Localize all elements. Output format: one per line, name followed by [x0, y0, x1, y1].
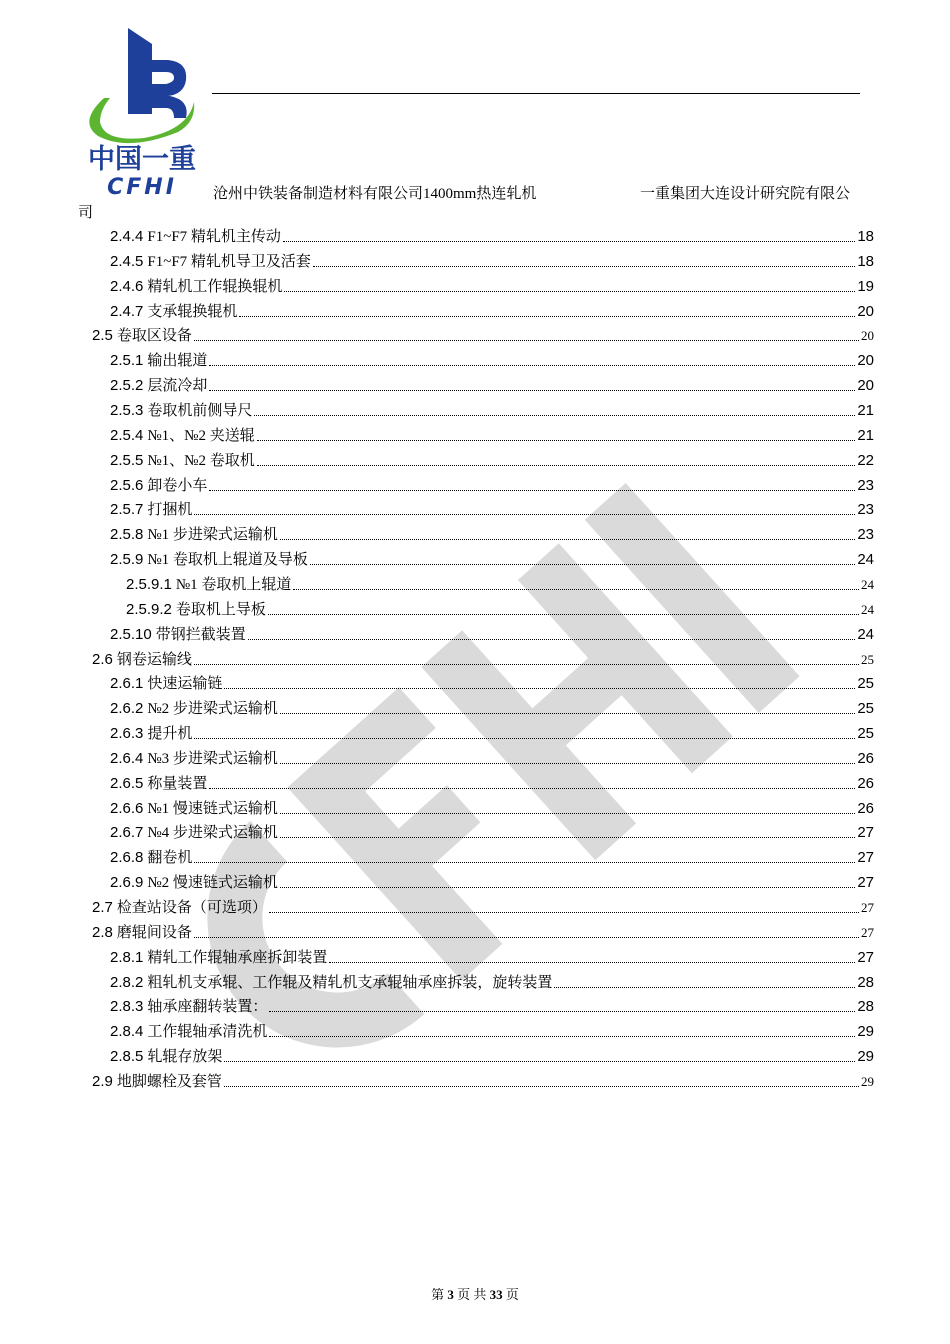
toc-entry-number: 2.8.3	[110, 998, 144, 1016]
toc-entry-page: 20	[857, 352, 874, 370]
toc-entry-title: F1~F7 精轧机导卫及活套	[147, 253, 311, 270]
toc-leader-dots	[239, 316, 855, 317]
toc-entry-page: 27	[861, 924, 874, 940]
toc-leader-dots	[280, 763, 855, 764]
toc-leader-dots	[554, 987, 855, 988]
toc-entry-title: №1 步进梁式运输机	[147, 527, 278, 544]
toc-entry-number: 2.5.3	[110, 402, 144, 419]
toc-entry-page: 28	[857, 998, 874, 1016]
toc-entry-page: 29	[857, 1023, 874, 1041]
toc-leader-dots	[248, 639, 856, 640]
toc-entry-page: 27	[857, 874, 874, 892]
toc-entry[interactable]	[92, 321, 874, 345]
toc-entry-title: F1~F7 精轧机主传动	[147, 229, 281, 245]
toc-entry-title: №2 步进梁式运输机	[147, 701, 278, 718]
toc-entry[interactable]	[110, 520, 874, 544]
toc-entry-number: 2.5.6	[110, 476, 144, 494]
toc-entry[interactable]	[110, 446, 874, 470]
toc-entry[interactable]	[110, 669, 874, 693]
toc-leader-dots	[254, 415, 855, 416]
toc-entry-number: 2.6.7	[110, 824, 144, 842]
toc-entry[interactable]	[110, 1017, 874, 1041]
toc-entry[interactable]	[110, 620, 874, 644]
toc-entry-page: 25	[857, 675, 874, 693]
toc-leader-dots	[194, 738, 855, 739]
toc-entry-page: 26	[857, 749, 874, 767]
toc-entry-page: 29	[861, 1073, 874, 1089]
toc-leader-dots	[269, 1011, 855, 1012]
toc-entry-page: 25	[861, 651, 874, 667]
toc-leader-dots	[194, 862, 855, 863]
toc-entry-title: 称量装置	[147, 775, 208, 792]
toc-entry-title: 卷取机前侧导尺	[147, 403, 253, 419]
toc-entry-page: 20	[857, 302, 874, 320]
toc-leader-dots	[310, 564, 855, 565]
toc-entry-number: 2.4.5	[110, 252, 144, 270]
toc-entry-title: 精轧工作辊轴承座拆卸装置	[147, 949, 328, 966]
toc-entry-number: 2.5.4	[110, 426, 144, 444]
toc-entry-page: 27	[857, 849, 874, 867]
toc-entry-page: 19	[857, 277, 874, 295]
toc-entry-page: 23	[857, 526, 874, 544]
toc-entry-title: 带钢拦截装置	[155, 626, 246, 643]
toc-leader-dots	[268, 614, 859, 615]
toc-entry-title: 快速运输链	[147, 676, 223, 693]
toc-entry-number: 2.8	[92, 923, 113, 941]
toc-entry-number: 2.5.1	[110, 352, 144, 370]
toc-entry-number: 2.4.6	[110, 277, 144, 295]
toc-entry-number: 2.5.9	[110, 551, 144, 568]
toc-entry-title: 轧辊存放架	[147, 1049, 223, 1066]
toc-entry-number: 2.5.9.1	[126, 575, 172, 593]
toc-entry-title: 地脚螺栓及套管	[116, 1073, 222, 1090]
toc-entry[interactable]	[110, 371, 874, 395]
toc-entry-title: 输出辊道	[147, 353, 208, 370]
toc-entry[interactable]	[92, 918, 874, 942]
toc-leader-dots	[280, 539, 855, 540]
toc-entry[interactable]	[110, 744, 874, 768]
toc-entry-page: 18	[857, 228, 874, 245]
toc-entry-page: 20	[857, 377, 874, 395]
toc-entry[interactable]	[126, 570, 874, 594]
toc-entry-title: 提升机	[147, 726, 193, 742]
toc-entry[interactable]	[110, 794, 874, 818]
toc-leader-dots	[194, 514, 855, 515]
toc-entry-title: 层流冷却	[147, 378, 208, 395]
toc-entry[interactable]	[110, 943, 874, 967]
toc-entry-number: 2.6.4	[110, 749, 144, 767]
toc-entry-number: 2.7	[92, 899, 113, 916]
toc-entry-number: 2.6.8	[110, 849, 144, 867]
toc-entry-number: 2.5.10	[110, 625, 152, 643]
toc-entry[interactable]	[110, 396, 874, 420]
toc-leader-dots	[269, 912, 859, 913]
footer-total-pages: 33	[489, 1287, 503, 1302]
toc-entry[interactable]	[92, 893, 874, 917]
toc-leader-dots	[280, 837, 855, 838]
toc-entry[interactable]	[110, 719, 874, 743]
toc-entry-page: 24	[861, 601, 874, 617]
toc-leader-dots	[329, 962, 855, 963]
toc-entry[interactable]	[110, 297, 874, 321]
toc-entry-title: 检查站设备（可选项）	[116, 900, 267, 916]
toc-entry[interactable]	[92, 1067, 874, 1091]
toc-entry-number: 2.5.5	[110, 451, 144, 469]
toc-entry-title: 磨辊间设备	[116, 924, 192, 941]
toc-entry-title: №1 卷取机上辊道	[175, 576, 292, 593]
toc-leader-dots	[293, 589, 859, 590]
toc-entry-page: 23	[857, 476, 874, 494]
toc-entry-number: 2.5.7	[110, 501, 144, 519]
toc-leader-dots	[283, 241, 855, 242]
toc-entry[interactable]	[92, 645, 874, 669]
toc-entry-number: 2.6.5	[110, 774, 144, 792]
toc-entry[interactable]	[110, 545, 874, 569]
toc-entry-number: 2.8.4	[110, 1023, 144, 1041]
toc-entry[interactable]	[110, 992, 874, 1016]
toc-entry-title: №1 卷取机上辊道及导板	[147, 552, 308, 568]
logo-en-text: CFHI	[107, 175, 177, 200]
footer-middle: 页 共	[457, 1287, 487, 1302]
toc-entry[interactable]	[110, 769, 874, 793]
toc-entry-page: 24	[861, 576, 874, 592]
logo-cn-text: 中国一重	[88, 144, 196, 175]
toc-leader-dots	[194, 664, 859, 665]
toc-entry-number: 2.5.8	[110, 526, 144, 544]
toc-entry-page: 22	[857, 451, 874, 469]
toc-entry-title: №1 慢速链式运输机	[147, 800, 278, 817]
toc-entry[interactable]	[110, 272, 874, 296]
toc-leader-dots	[209, 490, 855, 491]
toc-entry[interactable]	[110, 843, 874, 867]
toc-entry-page: 21	[857, 402, 874, 419]
toc-leader-dots	[209, 788, 855, 789]
toc-entry-page: 24	[857, 625, 874, 643]
toc-entry-title: 卷取区设备	[116, 328, 192, 345]
toc-entry-number: 2.6.2	[110, 700, 144, 718]
toc-leader-dots	[257, 440, 856, 441]
toc-entry-page: 24	[857, 551, 874, 568]
toc-entry-page: 25	[857, 700, 874, 718]
toc-entry[interactable]	[110, 1042, 874, 1066]
toc-leader-dots	[194, 937, 859, 938]
toc-entry-title: 卷取机上导板	[175, 601, 266, 618]
toc-entry[interactable]	[110, 968, 874, 992]
toc-entry-number: 2.6.1	[110, 675, 144, 693]
toc-entry-title: №1、№2 卷取机	[147, 452, 255, 469]
toc-entry[interactable]	[110, 495, 874, 519]
toc-leader-dots	[280, 813, 855, 814]
cfhi-logo	[78, 22, 206, 200]
toc-entry-page: 27	[857, 948, 874, 966]
toc-entry-number: 2.5.2	[110, 377, 144, 395]
toc-entry-page: 26	[857, 799, 874, 817]
toc-leader-dots	[313, 266, 855, 267]
toc-leader-dots	[224, 688, 855, 689]
toc-leader-dots	[257, 465, 856, 466]
footer-page-number: 3	[447, 1287, 454, 1302]
toc-entry-page: 28	[857, 973, 874, 991]
toc-entry-number: 2.8.1	[110, 948, 144, 966]
toc-entry-title: 支承辊换辊机	[147, 303, 238, 320]
toc-entry-number: 2.6.9	[110, 874, 144, 892]
toc-leader-dots	[194, 340, 859, 341]
toc-leader-dots	[209, 390, 855, 391]
toc-entry[interactable]	[110, 471, 874, 495]
toc-entry-page: 27	[857, 824, 874, 842]
toc-entry-title: 工作辊轴承清洗机	[147, 1024, 268, 1041]
toc-entry-title: №1、№2 夹送辊	[147, 427, 255, 444]
header-company-right-wrap: 司	[78, 205, 94, 221]
toc-entry-title: 精轧机工作辊换辊机	[147, 278, 283, 295]
toc-leader-dots	[280, 713, 855, 714]
toc-entry-title: 轴承座翻转装置：	[147, 999, 268, 1016]
toc-entry-page: 21	[857, 426, 874, 444]
toc-entry-number: 2.5.9.2	[126, 600, 172, 618]
toc-leader-dots	[224, 1086, 859, 1087]
toc-entry-title: 钢卷运输线	[116, 651, 192, 668]
toc-entry-page: 25	[857, 725, 874, 742]
toc-entry-page: 18	[857, 252, 874, 270]
toc-entry-page: 29	[857, 1048, 874, 1066]
toc-entry-number: 2.6.3	[110, 725, 144, 742]
toc-entry-number: 2.4.4	[110, 228, 144, 245]
toc-entry-title: 翻卷机	[147, 850, 193, 867]
toc-entry[interactable]	[110, 222, 874, 246]
toc-leader-dots	[224, 1061, 855, 1062]
toc-entry[interactable]	[126, 595, 874, 619]
toc-entry-number: 2.8.5	[110, 1048, 144, 1066]
toc-leader-dots	[209, 365, 855, 366]
toc-entry-number: 2.9	[92, 1072, 113, 1090]
footer-prefix: 第	[431, 1287, 445, 1302]
toc-leader-dots	[284, 291, 855, 292]
toc-entry[interactable]	[110, 346, 874, 370]
toc-entry-page: 23	[857, 501, 874, 519]
toc-entry[interactable]	[110, 247, 874, 271]
toc-entry-number: 2.8.2	[110, 973, 144, 991]
toc-entry-page: 20	[861, 328, 874, 344]
toc-entry-title: №4 步进梁式运输机	[147, 825, 278, 842]
toc-entry-number: 2.5	[92, 327, 113, 345]
toc-entry-title: 粗轧机支承辊、工作辊及精轧机支承辊轴承座拆装，旋转装置	[147, 974, 553, 991]
toc-entry-title: 打捆机	[147, 502, 193, 519]
page-footer	[0, 1284, 950, 1303]
toc-entry-page: 27	[861, 900, 874, 915]
toc-entry[interactable]	[110, 694, 874, 718]
header-company-left: 沧州中铁装备制造材料有限公司1400mm热连轧机	[213, 186, 537, 202]
toc-entry-title: 卸卷小车	[147, 477, 208, 494]
toc-entry-title: №3 步进梁式运输机	[147, 750, 278, 767]
toc-leader-dots	[280, 887, 855, 888]
toc-entry[interactable]	[110, 421, 874, 445]
header-company-right: 一重集团大连设计研究院有限公	[640, 186, 851, 202]
toc-leader-dots	[269, 1036, 855, 1037]
toc-entry-number: 2.4.7	[110, 302, 144, 320]
toc-entry-number: 2.6.6	[110, 799, 144, 817]
toc-entry-page: 26	[857, 774, 874, 792]
header-rule	[212, 93, 860, 94]
footer-suffix: 页	[505, 1287, 519, 1302]
toc-entry-title: №2 慢速链式运输机	[147, 875, 278, 892]
toc-entry[interactable]	[110, 818, 874, 842]
toc-entry[interactable]	[110, 868, 874, 892]
toc-entry-number: 2.6	[92, 650, 113, 668]
